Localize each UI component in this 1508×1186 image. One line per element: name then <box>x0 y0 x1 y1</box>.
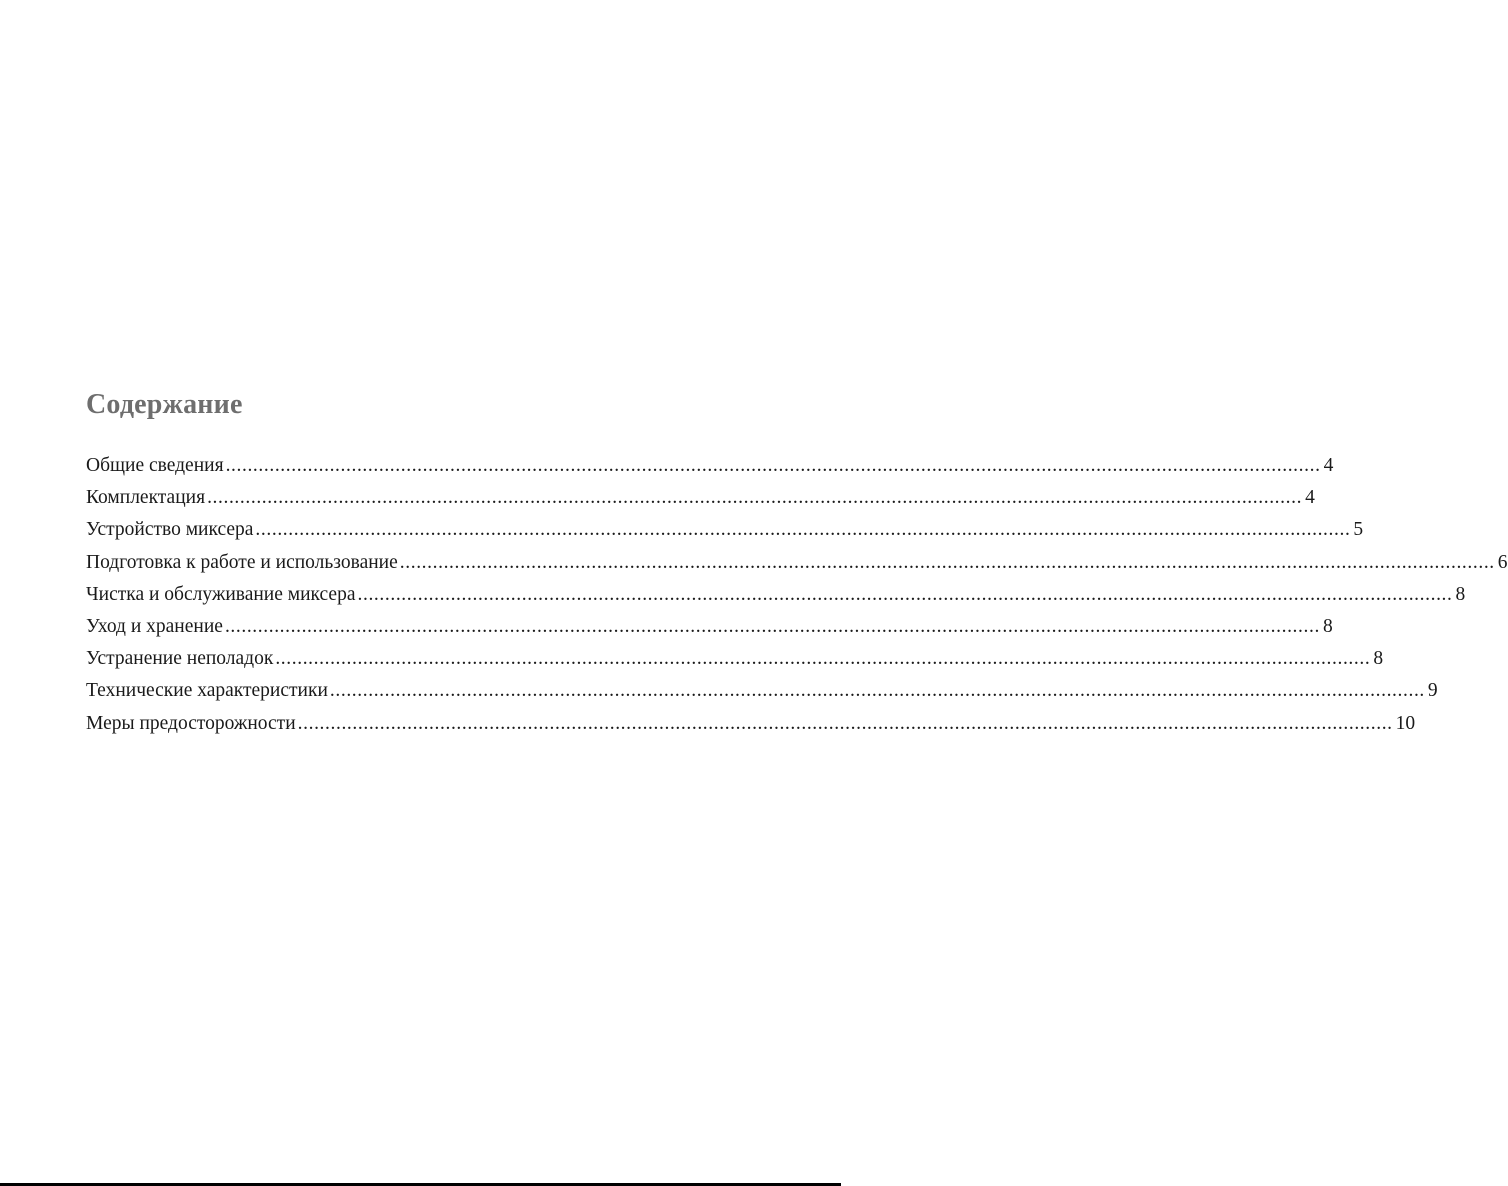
toc-entry-page: 5 <box>1353 519 1364 541</box>
toc-entry-page: 4 <box>1323 455 1334 476</box>
toc-list <box>86 452 1508 742</box>
toc-entry <box>86 549 1508 581</box>
toc-entry-page: 9 <box>1427 680 1438 702</box>
toc-entry-label: Общие сведения <box>86 455 224 476</box>
toc-entry <box>86 710 1416 742</box>
toc-entry <box>86 613 1333 645</box>
toc-dot-leader: ........................................................................................................................................................................................................ <box>357 583 1453 605</box>
toc-entry-label: Подготовка к работе и использование <box>86 551 398 573</box>
toc-entry <box>86 452 1334 484</box>
toc-dot-leader: ........................................................................................................................................................................................................ <box>399 551 1495 573</box>
toc-entry <box>86 581 1466 613</box>
toc-dot-leader: ........................................................................................................................................................................................................ <box>297 712 1393 734</box>
toc-entry-page: 8 <box>1373 648 1384 670</box>
toc-entry-label: Технические характеристики <box>86 680 328 702</box>
toc-entry <box>86 484 1315 516</box>
toc-dot-leader: ........................................................................................................................................................................................................ <box>225 455 1321 476</box>
toc-dot-leader: ........................................................................................................................................................................................................ <box>207 487 1303 509</box>
toc-entry-page: 8 <box>1322 615 1333 637</box>
toc-dot-leader: ........................................................................................................................................................................................................ <box>329 680 1425 702</box>
toc-entry-label: Чистка и обслуживание миксера <box>86 583 356 605</box>
toc-dot-leader: ........................................................................................................................................................................................................ <box>275 648 1371 670</box>
toc-dot-leader: ........................................................................................................................................................................................................ <box>224 615 1320 637</box>
toc-entry-page: 4 <box>1305 487 1315 509</box>
toc-entry <box>86 645 1384 677</box>
toc-entry-label: Меры предосторожности <box>86 712 296 734</box>
toc-entry-label: Устранение неполадок <box>86 648 274 670</box>
toc-entry-label: Уход и хранение <box>86 615 223 637</box>
toc-entry-page: 10 <box>1395 712 1416 734</box>
toc-entry-page: 6 <box>1497 551 1508 573</box>
toc-entry-label: Устройство миксера <box>86 519 254 541</box>
toc-entry-label: Комплектация <box>86 487 206 509</box>
toc-entry <box>86 516 1364 548</box>
toc-entry <box>86 677 1438 709</box>
toc-dot-leader: ........................................................................................................................................................................................................ <box>255 519 1351 541</box>
toc-entry-page: 8 <box>1455 583 1466 605</box>
toc-title: Содержание <box>86 389 243 420</box>
